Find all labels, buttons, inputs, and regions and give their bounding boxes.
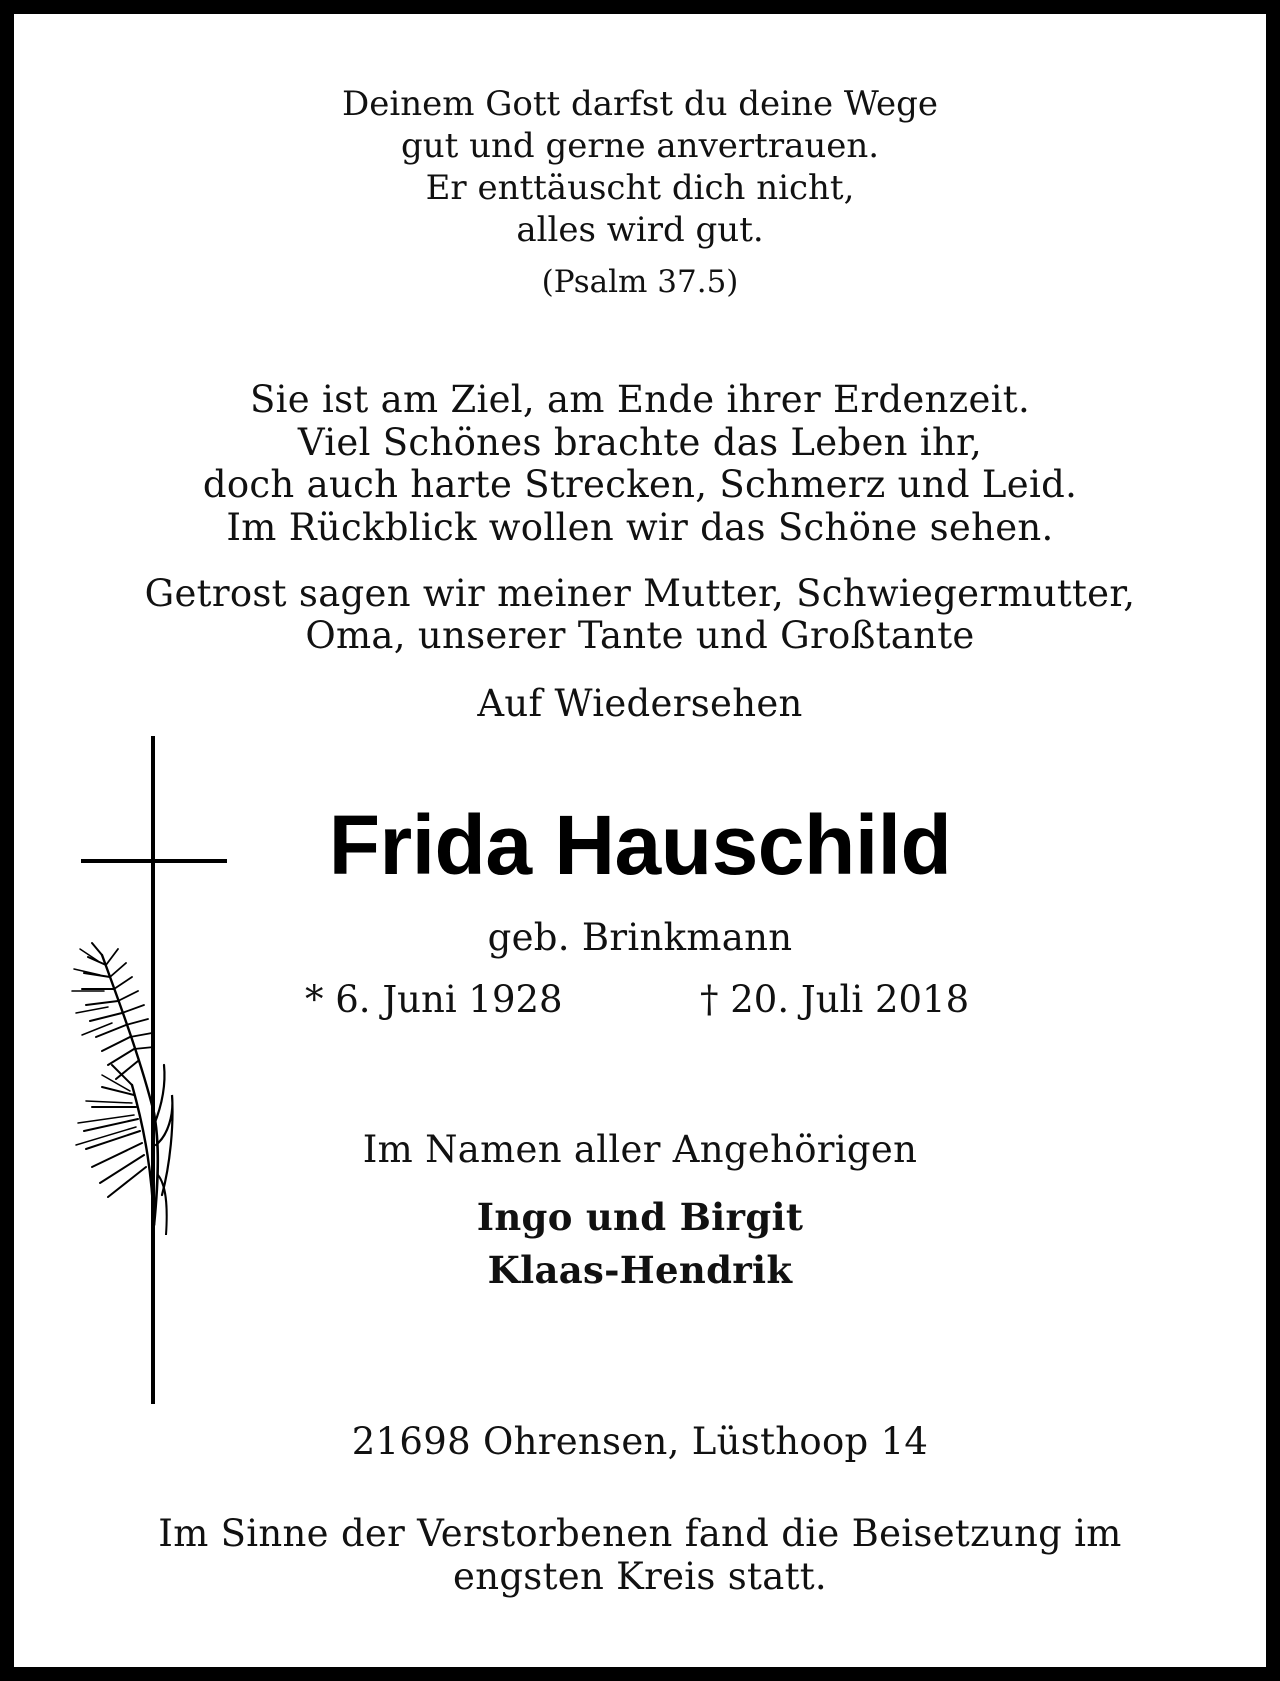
birth-date: * 6. Juni 1928 [305,978,563,1021]
address: 21698 Ohrensen, Lüsthoop 14 [351,1420,929,1463]
farewell-line: Getrost sagen wir meiner Mutter, Schwiegermutter, [144,572,1136,615]
mourner-name: Klaas-Hendrik [487,1248,793,1292]
funeral-notice-line: Im Sinne der Verstorbenen fand die Beisetzung im [158,1512,1122,1555]
poem-line: Sie ist am Ziel, am Ende ihrer Erdenzeit. [249,378,1031,421]
psalm-reference: (Psalm 37.5) [541,264,739,300]
psalm-line: Er enttäuscht dich nicht, [425,168,855,208]
poem-line: Im Rückblick wollen wir das Schöne sehen. [226,506,1054,549]
farewell-line: Oma, unserer Tante und Großtante [305,614,975,657]
deceased-name: Frida Hauschild [328,798,952,892]
funeral-notice-line: engsten Kreis statt. [453,1555,827,1598]
mourner-name: Ingo und Birgit [476,1195,804,1239]
psalm-line: gut und gerne anvertrauen. [400,126,880,166]
poem-line: Viel Schönes brachte das Leben ihr, [297,421,983,464]
death-date: † 20. Juli 2018 [700,978,970,1021]
farewell-closing: Auf Wiedersehen [477,682,803,725]
psalm-line: alles wird gut. [516,210,764,250]
poem-line: doch auch harte Strecken, Schmerz und Leid. [202,463,1078,506]
grain-ear-icon [62,935,182,1235]
psalm-line: Deinem Gott darfst du deine Wege [341,84,939,124]
mourners-intro: Im Namen aller Angehörigen [362,1128,918,1171]
maiden-name: geb. Brinkmann [487,916,793,959]
